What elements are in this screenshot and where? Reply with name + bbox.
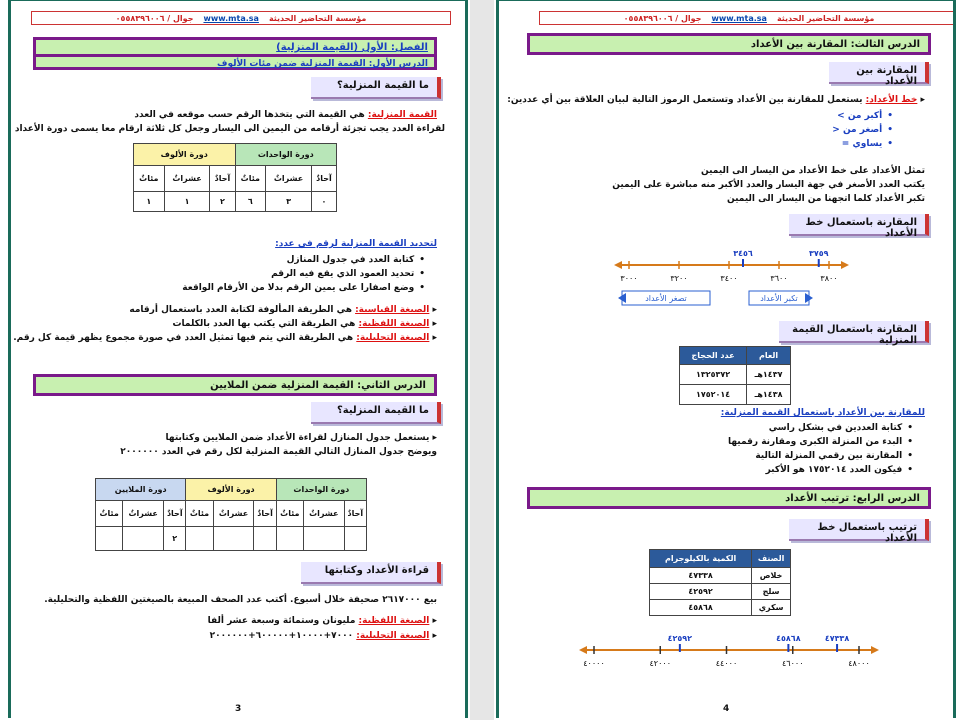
q3-box: قراءة الأعداد وكتابتها bbox=[301, 562, 441, 584]
rules-list: تمثل الأعداد على خط الأعداد من اليسار الى اليمين يكتب العدد الأصغر في جهة اليسار والعدد الأكبر منه مباشرة على اليمين تكبر الأعداد كلما اتجهنا من اليسار الى اليمين bbox=[612, 166, 925, 204]
col-header: عشراتٌ bbox=[213, 501, 254, 527]
col-header: عدد الحجاج bbox=[680, 347, 747, 365]
col-header: مئاتٌ bbox=[235, 166, 266, 192]
def-line2: لقراءة العدد يجب تجزئة أرقامه من اليمين الى اليسار وجعل كل ثلاثة ارقام معا يسمى دورة الأعداد bbox=[14, 124, 445, 134]
cell: سلج bbox=[752, 584, 791, 600]
cell bbox=[213, 527, 254, 551]
lesson4-title: الدرس الرابع: ترتيب الأعداد bbox=[527, 487, 931, 509]
page-number: 4 bbox=[723, 704, 730, 714]
cell bbox=[186, 527, 213, 551]
list-item: • يساوي = bbox=[832, 137, 893, 151]
cmp-title: للمقارنة بين الأعداد باستعمال القيمة المنزلية: bbox=[720, 408, 925, 418]
cell: ٤٧٣٣٨ bbox=[650, 568, 752, 584]
q2-box: ما القيمة المنزلية؟ bbox=[311, 402, 441, 424]
point-label: ٤٢٥٩٢ bbox=[667, 634, 693, 643]
cell: ١ bbox=[134, 192, 165, 212]
fruit-table bbox=[649, 549, 791, 616]
col-header: عشراتٌ bbox=[164, 166, 210, 192]
col-header: آحادٌ bbox=[164, 501, 186, 527]
number-line-1 bbox=[614, 241, 849, 313]
list-item: • البدء من المنزلة الكبرى ومقارنة رقميها bbox=[728, 435, 913, 449]
verbal-form: ▸ الصيغة اللفظية: مليونان وستمائة وسبعة عشر ألفا bbox=[207, 616, 437, 626]
cell: ٤٢٥٩٢ bbox=[650, 584, 752, 600]
col-header: مئاتٌ bbox=[276, 501, 303, 527]
cell: ١٣٢٥٣٧٢ bbox=[680, 365, 747, 385]
col-header: آحادٌ bbox=[254, 501, 276, 527]
symbols-list bbox=[832, 109, 893, 151]
page-4 bbox=[496, 0, 956, 718]
steps-list bbox=[182, 253, 425, 295]
numline-def: ▸ خط الأعداد: يستعمل للمقارنة بين الأعداد وتستعمل الرموز التالية لبيان العلاقة بين أي عددين: bbox=[507, 95, 925, 105]
col-header: العام bbox=[747, 347, 791, 365]
col-header: الصنف bbox=[752, 550, 791, 568]
number-line-2 bbox=[579, 627, 879, 682]
list-item: • وضع اصفارا على يمين الرقم بدلا من الأرقام الواقعة bbox=[182, 281, 425, 295]
cell: سكري bbox=[752, 600, 791, 616]
cell: ١٤٣٧هـ bbox=[747, 365, 791, 385]
tick-label: ٣٤٠٠ bbox=[720, 274, 738, 283]
lesson1-title: الدرس الأول: القيمة المنزلية ضمن مئات الألوف bbox=[33, 54, 437, 70]
col-header: مئاتٌ bbox=[186, 501, 213, 527]
col-header: عشراتٌ bbox=[123, 501, 164, 527]
tick-label: ٤٤٠٠٠ bbox=[715, 659, 738, 668]
cell bbox=[254, 527, 276, 551]
header-phone: جوال / ٠٥٥٨٣٩٦٠٠٦ bbox=[623, 13, 702, 23]
group-millions: دورة الملايين bbox=[96, 479, 186, 501]
steps-title: لتحديد القيمة المنزلية لرقم في عدد: bbox=[275, 239, 437, 249]
arrow-left bbox=[579, 646, 587, 654]
header-org: مؤسسة التحاضير الحديثة bbox=[268, 13, 367, 23]
tick-label: ٤٢٠٠٠ bbox=[649, 659, 671, 668]
point-label: ٣٤٥٦ bbox=[733, 249, 753, 258]
col-header: عشراتٌ bbox=[303, 501, 344, 527]
sale-text: بيع ٢٦١٧٠٠٠ صحيفة خلال أسبوع. أكتب عدد الصحف المبيعة بالصيغتين اللفظية والتحليلية. bbox=[44, 595, 437, 605]
cmp-steps bbox=[728, 421, 913, 477]
col-header: آحادٌ bbox=[344, 501, 366, 527]
lesson2-title: الدرس الثاني: القيمة المنزلية ضمن الملايين bbox=[33, 374, 437, 396]
cell bbox=[344, 527, 366, 551]
cell bbox=[123, 527, 164, 551]
tick-label: ٣٢٠٠ bbox=[670, 274, 688, 283]
cell: ١٤٣٨هـ bbox=[747, 385, 791, 405]
page-header bbox=[539, 11, 956, 25]
tick-label: ٣٦٠٠ bbox=[770, 274, 788, 283]
cell: ١٧٥٢٠١٤ bbox=[680, 385, 747, 405]
tick-label: ٤٦٠٠٠ bbox=[782, 659, 804, 668]
list-item: • كتابة العددين في بشكل راسي bbox=[728, 421, 913, 435]
cell bbox=[303, 527, 344, 551]
group-units: دورة الواحدات bbox=[235, 144, 336, 166]
point-label: ٣٧٥٩ bbox=[808, 249, 829, 258]
page-number: 3 bbox=[235, 704, 242, 714]
header-website-link[interactable]: www.mta.sa bbox=[711, 13, 767, 23]
q4-box: ترتيب باستعمال خط الأعداد bbox=[789, 519, 929, 541]
lesson3-title: الدرس الثالث: المقارنة بين الأعداد bbox=[527, 33, 931, 55]
q1-box: ما القيمة المنزلية؟ bbox=[311, 77, 441, 99]
tick-label: ٤٨٠٠٠ bbox=[848, 659, 870, 668]
col-header: الكمية بالكيلوجرام bbox=[650, 550, 752, 568]
page-3 bbox=[8, 0, 468, 718]
header-website-link[interactable]: www.mta.sa bbox=[203, 13, 259, 23]
point-label: ٤٧٣٣٨ bbox=[824, 634, 850, 643]
arrow-left bbox=[614, 261, 622, 269]
place-value-table-2 bbox=[95, 478, 367, 551]
cell: ٢ bbox=[210, 192, 235, 212]
list-item: • كتابة العدد في جدول المنازل bbox=[182, 253, 425, 267]
cell: ٤٥٨٦٨ bbox=[650, 600, 752, 616]
cell: ٦ bbox=[235, 192, 266, 212]
col-header: مئاتٌ bbox=[96, 501, 123, 527]
arrow-right bbox=[871, 646, 879, 654]
cell: ٣ bbox=[266, 192, 312, 212]
group-thousands: دورة الألوف bbox=[186, 479, 276, 501]
tick-label: ٤٠٠٠٠ bbox=[583, 659, 605, 668]
arrow-right bbox=[841, 261, 849, 269]
page-header bbox=[31, 11, 451, 25]
list-item: • فيكون العدد ١٧٥٢٠١٤ هو الأكبر bbox=[728, 463, 913, 477]
col-header: آحادٌ bbox=[210, 166, 235, 192]
smaller-label: تصغر الأعداد bbox=[645, 294, 687, 303]
col-header: آحادٌ bbox=[311, 166, 336, 192]
q2-box-right: المقارنة باستعمال خط الأعداد bbox=[789, 214, 929, 236]
tick-label: ٣٠٠٠ bbox=[620, 274, 638, 283]
q3-box-right: المقارنة باستعمال القيمة المنزلية bbox=[779, 321, 929, 343]
cell bbox=[96, 527, 123, 551]
cell: ١ bbox=[164, 192, 210, 212]
q1-box-right: المقارنة بين الأعداد bbox=[829, 62, 929, 84]
hajj-table bbox=[679, 346, 791, 405]
header-phone: جوال / ٠٥٥٨٣٩٦٠٠٦ bbox=[115, 13, 194, 23]
cell: ٠ bbox=[311, 192, 336, 212]
bigger-label: تكبر الأعداد bbox=[760, 294, 798, 303]
tick-label: ٣٨٠٠ bbox=[820, 274, 838, 283]
point-label: ٤٥٨٦٨ bbox=[776, 634, 801, 643]
col-header: مئاتٌ bbox=[134, 166, 165, 192]
header-org: مؤسسة التحاضير الحديثة bbox=[776, 13, 875, 23]
cell: ٢ bbox=[164, 527, 186, 551]
place-value-table-1 bbox=[133, 143, 337, 212]
def-line: القيمة المنزلية: هي القيمة التي يتخذها الرقم حسب موقعه في العدد bbox=[134, 110, 437, 120]
group-thousands: دورة الألوف bbox=[134, 144, 236, 166]
list-item: • المقارنة بين رقمي المنزلة التالية bbox=[728, 449, 913, 463]
cell bbox=[276, 527, 303, 551]
col-header: عشراتٌ bbox=[266, 166, 312, 192]
l2-lines: ▸ يستعمل جدول المنازل لقراءة الأعداد ضمن الملايين وكتابتها ويوضح جدول المنازل التالي القيمة المنزلية لكل رقم في العدد ٢٠٠٠٠٠٠ bbox=[120, 433, 437, 457]
forms-list: ▸ الصيغة القياسية: هي الطريقة المألوفة لكتابة العدد باستعمال أرقامه ▸ الصيغة اللفظية: هي الطريقة التي يكتب بها العدد بالكلمات ▸ الصيغة التحليلية: هي الطريقة التي يتم فيها تمثيل العدد في صورة مجموع يظهر قيمة كل رقم. bbox=[13, 305, 437, 343]
group-units: دورة الواحدات bbox=[276, 479, 366, 501]
list-item: • تحديد العمود الذي يقع فيه الرقم bbox=[182, 267, 425, 281]
cell: خلاص bbox=[752, 568, 791, 584]
chapter-title: الفصل: الأول (القيمة المنزلية) bbox=[33, 37, 437, 55]
list-item: • أصغر من < bbox=[832, 123, 893, 137]
list-item: • أكبر من > bbox=[832, 109, 893, 123]
page-gap bbox=[470, 0, 494, 720]
analytic-form: ▸ الصيغة التحليلية: ٧٠٠٠+١٠٠٠٠+٦٠٠٠٠٠+٢٠٠٠٠٠٠ bbox=[209, 631, 437, 641]
